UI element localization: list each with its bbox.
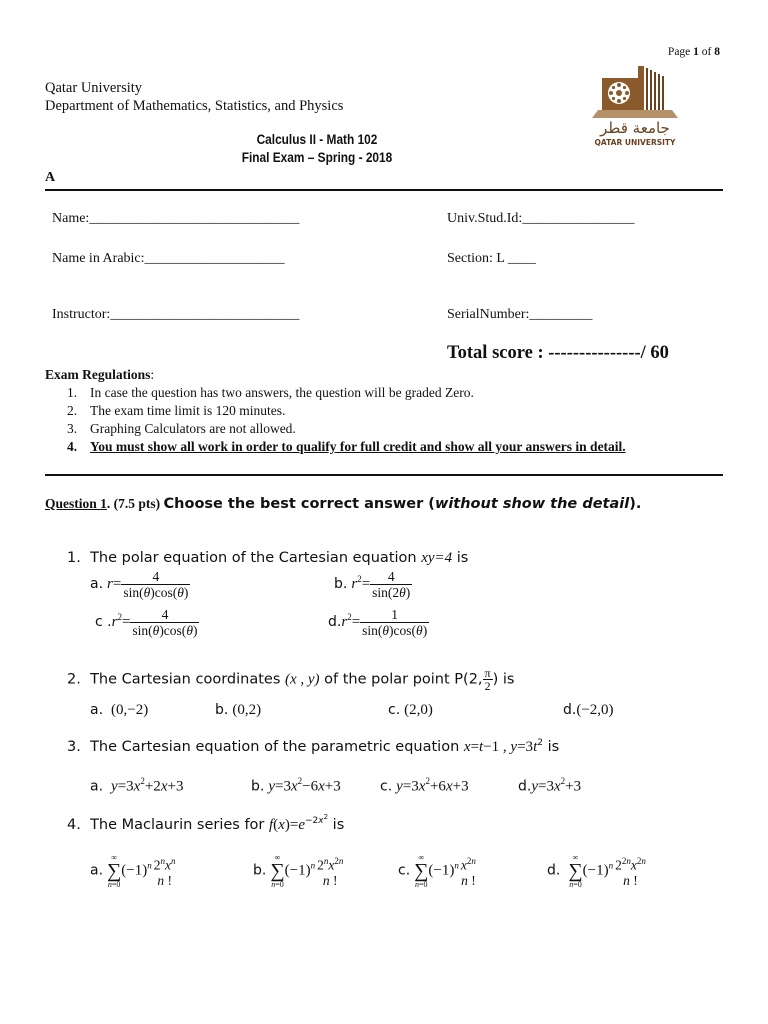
top-divider xyxy=(45,189,723,191)
item-4-option-d[interactable]: d. ∞ ∑ n=0 $(-1)^n$ $2^{2n}x^{2n}$ n ! xyxy=(547,853,646,889)
item-2-option-c[interactable]: c. (2,0) xyxy=(388,702,433,718)
item-1-option-c[interactable]: c $.r^2=$ $\frac{4}{\sin(\theta)\cos(\theta)}$ xyxy=(95,607,198,638)
item-3-option-c[interactable]: c. $y=3x^2+6x+3$ xyxy=(380,776,469,795)
department-name: Department of Mathematics, Statistics, and Physics xyxy=(45,98,344,114)
page-number: Page 1 of 8 xyxy=(667,46,720,58)
exam-version: A xyxy=(45,170,56,185)
item-2-option-b[interactable]: b. (0,2) xyxy=(215,702,262,718)
item-3-option-a[interactable]: a. $y=3x^2+2x+3$ xyxy=(90,776,184,795)
item-1-prompt: 1. The polar equation of the Cartesian equation xy=4 is xyxy=(67,550,469,566)
item-4-option-c[interactable]: c. ∞ ∑ n=0 $(-1)^n$ $x^{2n}$ n ! xyxy=(398,853,476,889)
exam-title: Final Exam – Spring - 2018 xyxy=(241,150,393,165)
regulation-item: 2. The exam time limit is 120 minutes. xyxy=(67,403,286,418)
qatar-university-logo xyxy=(588,60,682,150)
item-1-option-a[interactable]: a. r= $\frac{4}{\sin(\theta)\cos(\theta)}$ xyxy=(90,569,189,600)
item-4-option-a[interactable]: a. ∞ ∑ n=0 $(-1)^n$ $2^nx^n$ n ! xyxy=(90,853,176,889)
item-4-prompt: 4. The Maclaurin series for $f(x)=e^{-2x^2}$ is xyxy=(67,813,345,833)
section-field[interactable]: Section: L ____ xyxy=(447,251,536,266)
item-3-option-b[interactable]: b. $y=3x^2-6x+3$ xyxy=(251,776,341,795)
regulation-item: 3. Graphing Calculators are not allowed. xyxy=(67,421,296,436)
arabic-name-field[interactable]: Name in Arabic:____________________ xyxy=(52,251,285,266)
regulations-heading: Exam Regulations: xyxy=(45,367,155,382)
item-1-option-b[interactable]: b. $r^2=$ $\frac{4}{\sin(2\theta)}$ xyxy=(334,569,411,600)
item-2-option-a[interactable]: a. (0,−2) xyxy=(90,702,149,718)
regulations-divider xyxy=(45,474,723,476)
instructor-field[interactable]: Instructor:___________________________ xyxy=(52,307,300,322)
item-3-option-d[interactable]: $d.y=3x^2+3$ xyxy=(518,776,582,795)
university-name: Qatar University xyxy=(45,80,143,96)
course-title: Calculus II - Math 102 xyxy=(256,132,378,147)
student-id-field[interactable]: Univ.Stud.Id:________________ xyxy=(447,211,635,226)
item-1-option-d[interactable]: $d.r^2=$ $\frac{1}{\sin(\theta)\cos(\theta)}$ xyxy=(328,607,428,638)
svg-text:جامعة قطر: جامعة قطر xyxy=(600,119,670,137)
item-4-option-b[interactable]: b. ∞ ∑ n=0 $(-1)^n$ $2^nx^{2n}$ n ! xyxy=(253,853,344,889)
question-1-heading: Question 1. (7.5 pts) Choose the best correct answer (without show the detail). xyxy=(45,496,642,512)
item-2-option-d[interactable]: d.(−2,0) xyxy=(563,702,614,718)
regulation-item: 4. You must show all work in order to qualify for full credit and show all your answers in detail. xyxy=(67,439,626,454)
item-2-prompt: 2. The Cartesian coordinates (x , y) of the polar point P(2, $\frac{\pi}{2}$ ) is xyxy=(67,666,515,693)
total-score: Total score : ---------------/ 60 xyxy=(447,343,669,363)
university-header xyxy=(45,79,343,115)
svg-text:QATAR UNIVERSITY: QATAR UNIVERSITY xyxy=(594,138,676,147)
name-field[interactable]: Name:______________________________ xyxy=(52,211,300,226)
item-3-prompt: 3. The Cartesian equation of the parametric equation x=t−1 , $y=3t^2$ is xyxy=(67,738,560,755)
regulations-list xyxy=(67,384,626,456)
serial-number-field[interactable]: SerialNumber:_________ xyxy=(447,307,593,322)
regulation-item: 1. In case the question has two answers, the question will be graded Zero. xyxy=(67,385,474,400)
